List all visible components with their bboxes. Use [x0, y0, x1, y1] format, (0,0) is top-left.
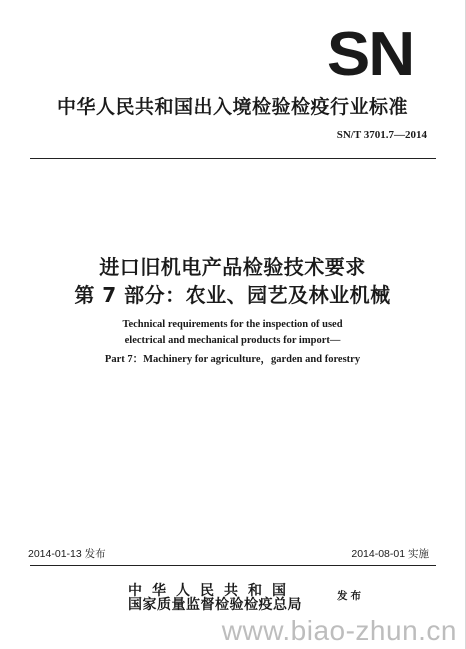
agency-line-1: 中华人民共和国 — [128, 583, 296, 599]
website-watermark: www.biao-zhun.cn — [221, 615, 457, 646]
english-title-line-1: Technical requirements for the inspection of used — [122, 319, 343, 330]
issue-date: 2014-01-13 发布 — [28, 548, 106, 560]
publish-label: 发布 — [337, 590, 364, 602]
english-title-line-2: electrical and mechanical products for import— — [124, 335, 341, 346]
issuer-title: 中华人民共和国出入境检验检疫行业标准 — [56, 96, 408, 118]
top-rule — [30, 158, 436, 159]
standard-number: SN/T 3701.7—2014 — [336, 129, 427, 141]
implementation-date: 2014-08-01 实施 — [351, 548, 429, 560]
bottom-rule — [30, 565, 436, 566]
agency-line-2: 国家质量监督检验检疫总局 — [128, 597, 302, 613]
chinese-title-line-1: 进口旧机电产品检验技术要求 — [99, 255, 366, 279]
sn-logo: SN — [326, 20, 413, 89]
chinese-title-line-2: 第 7 部分：农业、园艺及林业机械 — [74, 283, 391, 307]
english-title-line-3: Part 7：Machinery for agriculture，garden and forestry — [104, 354, 361, 365]
